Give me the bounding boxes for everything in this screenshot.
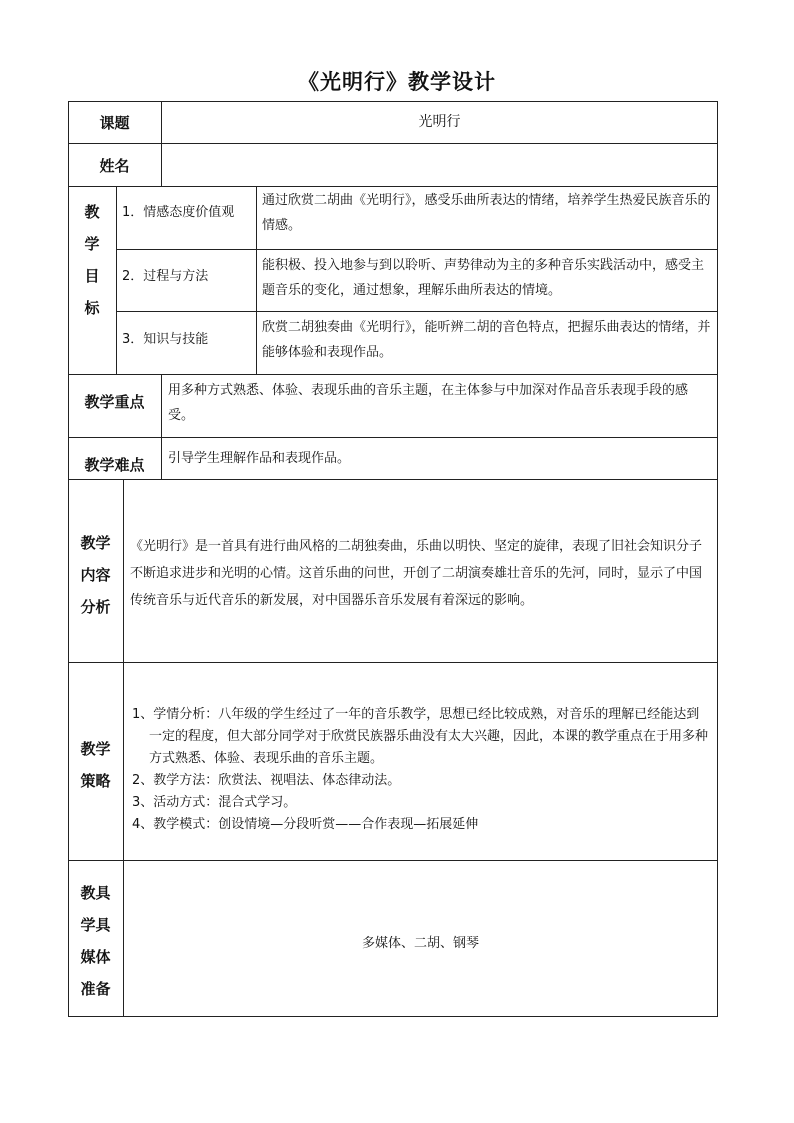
row-divider bbox=[68, 860, 718, 861]
media-label: 教具 学具 媒体 准备 bbox=[80, 884, 111, 998]
column-divider bbox=[256, 186, 257, 374]
analysis-text: 《光明行》是一首具有进行曲风格的二胡独奏曲，乐曲以明快、坚定的旋律，表现了旧社会知识分子不断追求进步和光明的心情。这首乐曲的问世，开创了二胡演奏雄壮音乐的先河，同时，显示了中国传统音乐与近代音乐的新发展，对中国器乐音乐发展有着深远的影响。 bbox=[130, 539, 703, 608]
strategy-label: 教学 策略 bbox=[80, 740, 111, 790]
difficulty-text: 引导学生理解作品和表现作品。 bbox=[168, 451, 351, 466]
strategy-list bbox=[132, 704, 712, 836]
row-divider bbox=[68, 374, 718, 375]
course-value: 光明行 bbox=[418, 114, 461, 130]
objective-text-process: 能积极、投入地参与到以聆听、声势律动为主的多种音乐实践活动中，感受主题音乐的变化，通过想象，理解乐曲所表达的情境。 bbox=[262, 258, 705, 298]
objective-text-emotion: 通过欣赏二胡曲《光明行》，感受乐曲所表达的情绪，培养学生热爱民族音乐的情感。 bbox=[262, 193, 711, 233]
name-label: 姓名 bbox=[99, 157, 130, 175]
row-divider bbox=[68, 186, 718, 187]
strategy-item: 2、教学方法：欣赏法、视唱法、体态律动法。 bbox=[132, 773, 401, 788]
row-divider bbox=[116, 249, 718, 250]
course-label: 课题 bbox=[99, 114, 130, 132]
strategy-item: 1、学情分析：八年级的学生经过了一年的音乐教学，思想已经比较成熟，对音乐的理解已经能达到一定的程度，但大部分同学对于欣赏民族器乐曲没有太大兴趣，因此，本课的教学重点在于用多种方式熟悉、体验、表现乐曲的音乐主题。 bbox=[132, 707, 709, 766]
analysis-label: 教学 内容 分析 bbox=[80, 534, 111, 616]
document-title: 《光明行》教学设计 bbox=[298, 70, 496, 94]
media-text: 多媒体、二胡、钢琴 bbox=[361, 936, 479, 951]
objectives-label: 教 学 目 标 bbox=[84, 203, 100, 317]
strategy-item: 4、教学模式：创设情境—分段听赏——合作表现—拓展延伸 bbox=[132, 817, 479, 832]
column-divider bbox=[161, 374, 162, 479]
strategy-item: 3、活动方式：混合式学习。 bbox=[132, 795, 297, 810]
row-divider bbox=[68, 662, 718, 663]
row-divider bbox=[116, 311, 718, 312]
objective-text-knowledge: 欣赏二胡独奏曲《光明行》，能听辨二胡的音色特点，把握乐曲表达的情绪，并能够体验和表现作品。 bbox=[262, 320, 711, 360]
row-divider bbox=[68, 479, 718, 480]
column-divider bbox=[116, 186, 117, 374]
row-divider bbox=[68, 143, 718, 144]
row-divider bbox=[68, 437, 718, 438]
key-point-label: 教学重点 bbox=[84, 393, 145, 411]
difficulty-label: 教学难点 bbox=[84, 456, 145, 474]
objective-label-emotion: 1．情感态度价值观 bbox=[122, 205, 235, 220]
objective-label-process: 2．过程与方法 bbox=[122, 269, 209, 284]
key-point-text: 用多种方式熟悉、体验、表现乐曲的音乐主题，在主体参与中加深对作品音乐表现手段的感受。 bbox=[168, 383, 689, 423]
objective-label-knowledge: 3．知识与技能 bbox=[122, 332, 209, 347]
